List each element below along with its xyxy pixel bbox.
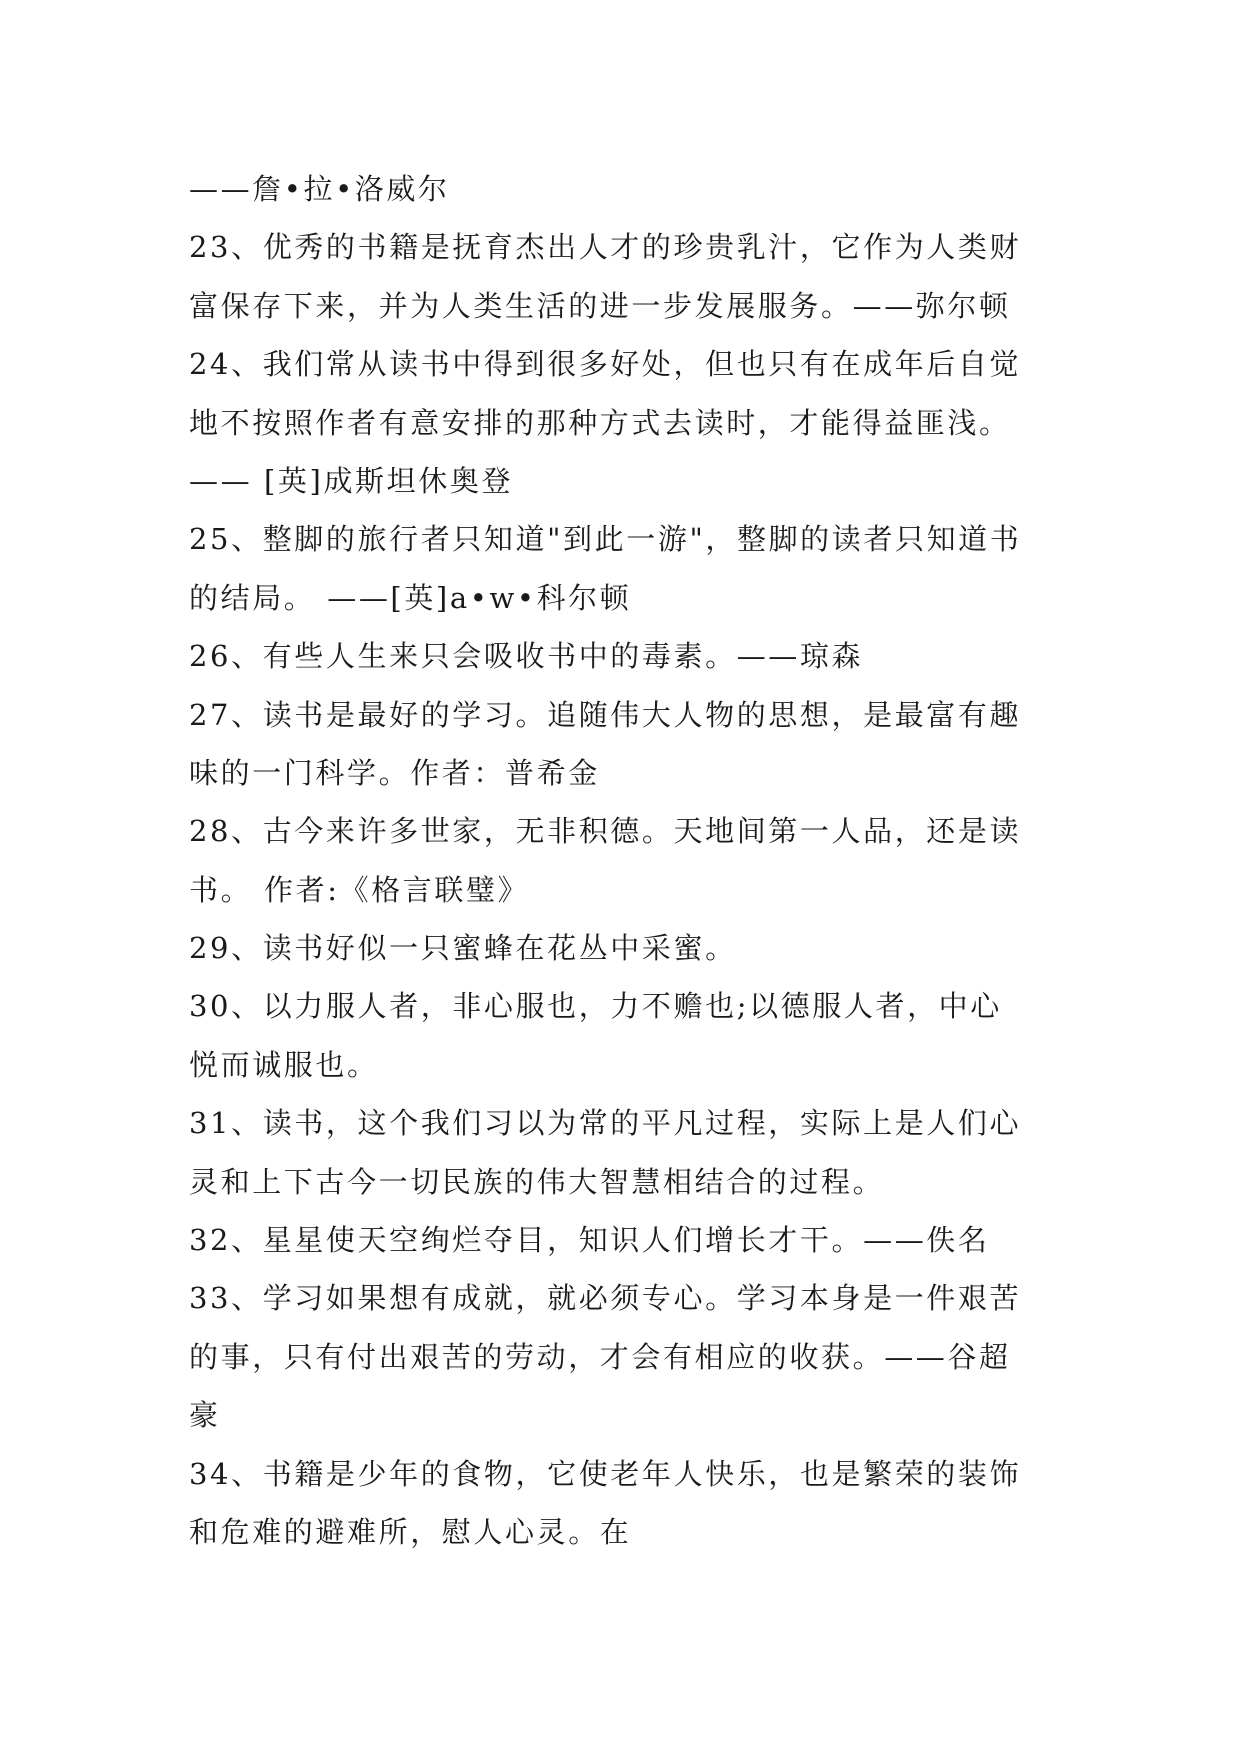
text-line: 的结局。 ——[英]a•w•科尔顿 (189, 580, 632, 615)
text-line: 31、读书，这个我们习以为常的平凡过程，实际上是人们心 (189, 1106, 1022, 1141)
text-line: 地不按照作者有意安排的那种方式去读时，才能得益匪浅。 (189, 405, 1011, 440)
text-line: ——詹•拉•洛威尔 (189, 172, 450, 206)
text-line: 24、我们常从读书中得到很多好处，但也只有在成年后自觉 (189, 347, 1022, 382)
text-line: 27、读书是最好的学习。追随伟大人物的思想，是最富有趣 (189, 697, 1022, 732)
text-line: 悦而诚服也。 (189, 1047, 379, 1082)
text-line: 23、优秀的书籍是抚育杰出人才的珍贵乳汁，它作为人类财 (189, 230, 1022, 265)
text-line: 30、以力服人者，非心服也，力不赡也;以德服人者，中心 (189, 989, 1002, 1024)
text-line: —— [英]成斯坦休奥登 (189, 463, 514, 498)
text-line: 和危难的避难所，慰人心灵。在 (189, 1514, 632, 1549)
text-line: 味的一门科学。作者：普希金 (189, 755, 600, 790)
text-line: 33、学习如果想有成就，就必须专心。学习本身是一件艰苦 (189, 1281, 1022, 1316)
text-line: 28、古今来许多世家，无非积德。天地间第一人品，还是读 (189, 814, 1022, 849)
text-line: 富保存下来，并为人类生活的进一步发展服务。——弥尔顿 (189, 288, 1011, 323)
text-line: 书。 作者:《格言联璧》 (189, 872, 530, 907)
text-line: 灵和上下古今一切民族的伟大智慧相结合的过程。 (189, 1164, 885, 1199)
text-line: 的事，只有付出艰苦的劳动，才会有相应的收获。——谷超 (189, 1339, 1011, 1374)
text-line: 32、星星使天空绚烂夺目，知识人们增长才干。——佚名 (189, 1223, 990, 1258)
text-line: 25、整脚的旅行者只知道"到此一游"，整脚的读者只知道书 (189, 522, 1022, 557)
text-line: 豪 (189, 1398, 221, 1433)
document-body (189, 160, 1069, 1561)
text-line: 29、读书好似一只蜜蜂在花丛中采蜜。 (189, 931, 737, 966)
text-line: 34、书籍是少年的食物，它使老年人快乐，也是繁荣的装饰 (189, 1456, 1022, 1491)
text-line: 26、有些人生来只会吸收书中的毒素。——琼森 (189, 639, 864, 674)
